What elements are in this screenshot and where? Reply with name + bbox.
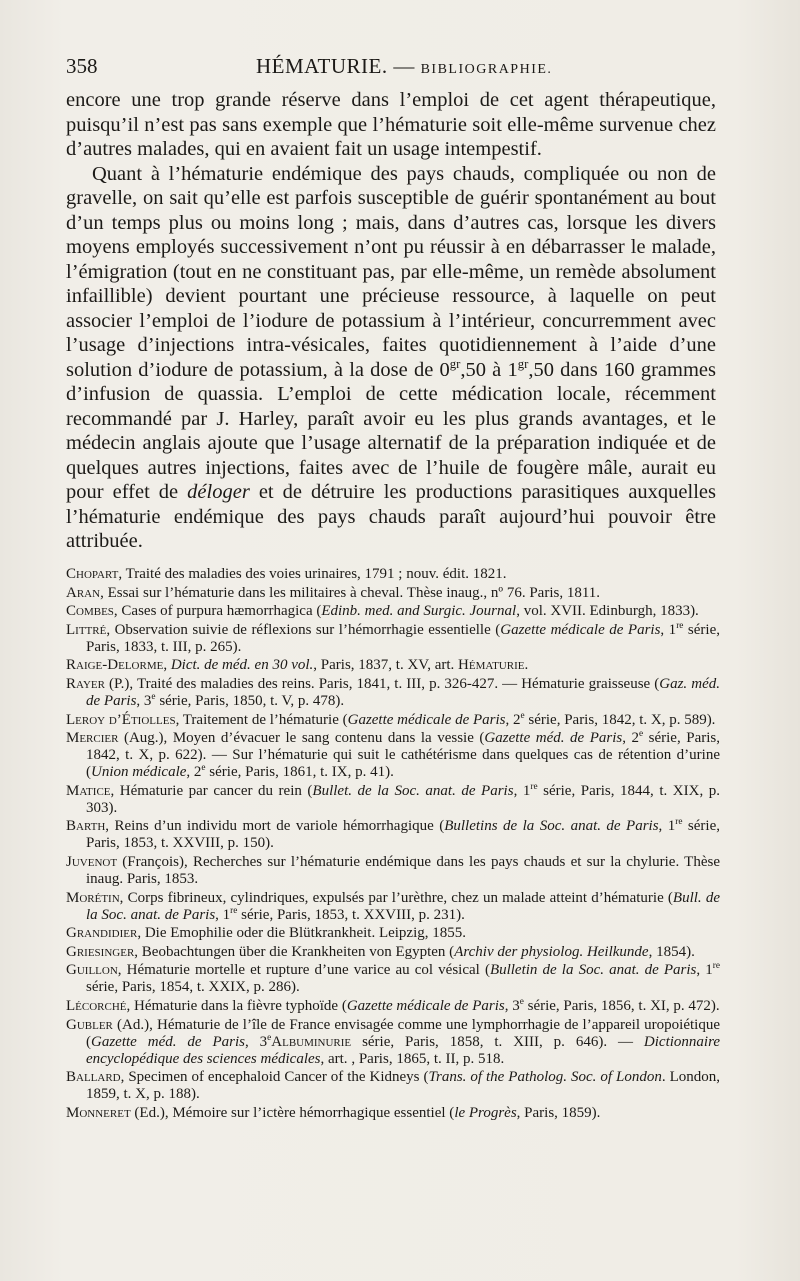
entry-text: (Aug.), Moyen d’évacuer le sang contenu dans la vessie ( bbox=[118, 730, 485, 747]
entry-text: série, Paris, 1842, t. X, p. 589). bbox=[524, 711, 716, 728]
entry-text: , vol. XVII. Edinburgh, 1833). bbox=[516, 603, 699, 620]
bibliography-entry bbox=[66, 603, 720, 620]
entry-text: , Essai sur l’hématurie dans les militaires à cheval. Thèse inaug., nº 76. Paris, 1811. bbox=[100, 584, 601, 601]
bibliography-entry bbox=[66, 712, 720, 729]
bibliography-entry bbox=[66, 1069, 720, 1103]
header-title: HÉMATURIE. bbox=[256, 54, 388, 78]
entry-superscript: e bbox=[151, 691, 156, 702]
bibliography-list bbox=[66, 566, 720, 1123]
entry-text: série, Paris, 1844, t. XIX, p. 303). bbox=[86, 782, 720, 816]
bibliography-entry bbox=[66, 1017, 720, 1068]
entry-author: Griesinger bbox=[66, 943, 135, 960]
entry-superscript: re bbox=[530, 781, 538, 792]
bibliography-entry bbox=[66, 730, 720, 781]
entry-source: Gazette méd. de Paris bbox=[484, 730, 623, 747]
entry-author: Ballard bbox=[66, 1069, 121, 1086]
entry-author: Aran bbox=[66, 584, 101, 601]
running-title bbox=[256, 54, 552, 79]
bibliography-entry bbox=[66, 890, 720, 924]
entry-text: , Traitement de l’hématurie ( bbox=[175, 711, 348, 728]
running-header bbox=[66, 54, 716, 84]
entry-text: série, Paris, 1842, t. X, p. 622). — Sur l’hématurie qui suit le cathétérisme dans quelques cas de rétention d’urine ( bbox=[86, 730, 720, 781]
entry-text: série, Paris, 1853, t. XXVIII, p. 231). bbox=[237, 906, 465, 923]
paragraph-2: Quant à l’hématurie endémique des pays chauds, compliquée ou non de gravelle, on sait qu’elle est parfois susceptible de guérir spontanément au bout d’un temps plus ou moins long ; mais, dans d’autres cas, lorsque les divers moyens employés successivement n’ont pu réussir à en débarrasser le malade, l’émigration (tout en ne constituant pas, par elle-même, un remède absolument infaillible) devient pourtant une précieuse ressource, à laquelle on peut associer l’emploi de l’iodure de potassium à l’intérieur, concurremment avec l’usage d’injections intra-vésicales, faites quotidiennement à l’aide d’une solution d’iodure de potassium, à la dose de $0^{gr},50$ à $1^{gr},50$ dans 160 grammes d’infusion de quassia. L’emploi de cette médication locale, récemment recommandé par J. Harley, paraît avoir eu les plus grands avantages, et le médecin anglais ajoute que l’usage alternatif de la préparation indiquée et de quelques autres injections, faites avec de l’huile de fougère mâle, aurait eu pour effet de déloger et de détruire les productions parasitiques auxquelles l’hématurie endémique des pays chauds paraît aujourd’hui pouvoir être attribuée. bbox=[66, 162, 716, 552]
entry-text: série, Paris, 1854, t. XXIX, p. 286). bbox=[86, 979, 300, 996]
entry-source: Gazette méd. de Paris bbox=[91, 1033, 245, 1050]
entry-author: Monneret bbox=[66, 1104, 131, 1121]
entry-author: Morétin bbox=[66, 889, 120, 906]
entry-source: Gazette médicale de Paris bbox=[347, 711, 506, 728]
entry-text: , 1854). bbox=[648, 943, 695, 960]
entry-text: , 1 bbox=[513, 782, 531, 799]
entry-source: le Progrès bbox=[454, 1104, 517, 1121]
header-dash: — bbox=[393, 54, 415, 78]
entry-author: Guillon bbox=[66, 962, 118, 979]
entry-text: (P.), Traité des maladies des reins. Paris, 1841, t. III, p. 326-427. — Hématurie graisseuse ( bbox=[104, 675, 660, 692]
entry-source: Bulletins de la Soc. anat. de Paris bbox=[444, 818, 659, 835]
entry-text: , 2 bbox=[505, 711, 521, 728]
bibliography-entry bbox=[66, 566, 720, 583]
entry-author: Grandidier bbox=[66, 925, 138, 942]
entry-superscript: e bbox=[520, 710, 525, 721]
bibliography-entry bbox=[66, 622, 720, 656]
entry-text: série, Paris, 1856, t. XI, p. 472). bbox=[523, 997, 720, 1014]
entry-author: Littré bbox=[66, 621, 107, 638]
entry-text: , 1 bbox=[660, 621, 677, 638]
entry-text: , Die Emophilie oder die Blütkrankheit. Leipzig, 1855. bbox=[137, 925, 467, 942]
entry-article: Hématurie bbox=[458, 657, 525, 674]
entry-text: , Beobachtungen über die Krankheiten von Egypten ( bbox=[134, 943, 455, 960]
entry-source: Gazette médicale de Paris bbox=[346, 997, 505, 1014]
entry-source: Bull. de la Soc. anat. de Paris bbox=[86, 889, 721, 923]
header-section: BIBLIOGRAPHIE. bbox=[420, 62, 553, 77]
entry-superscript: e bbox=[201, 763, 206, 774]
entry-source: Archiv der physiolog. Heilkunde bbox=[454, 943, 649, 960]
entry-author: Raige-Delorme bbox=[66, 657, 164, 674]
bibliography-entry bbox=[66, 676, 720, 710]
entry-text: , 1 bbox=[658, 818, 676, 835]
entry-text: série, Paris, 1833, t. III, p. 265). bbox=[86, 621, 721, 655]
entry-superscript: re bbox=[712, 961, 720, 972]
entry-text: , Paris, 1837, t. XV, art. bbox=[313, 657, 459, 674]
entry-text: , Reins d’un individu mort de variole hémorrhagique ( bbox=[105, 818, 445, 835]
bibliography-entry bbox=[66, 657, 720, 674]
entry-source: Union médicale bbox=[91, 764, 187, 781]
entry-text: , 2 bbox=[186, 764, 202, 781]
entry-text: , Paris, 1859). bbox=[516, 1104, 601, 1121]
entry-text: , 1 bbox=[696, 962, 713, 979]
entry-text: , Hématurie dans la fièvre typhoïde ( bbox=[126, 997, 347, 1014]
entry-text: , Traité des maladies des voies urinaires, 1791 ; nouv. édit. 1821. bbox=[118, 566, 507, 582]
entry-text: , Specimen of encephaloid Cancer of the Kidneys ( bbox=[120, 1069, 429, 1086]
entry-source: Bulletin de la Soc. anat. de Paris bbox=[489, 962, 697, 979]
entry-text: , Hématurie mortelle et rupture d’une varice au col vésical ( bbox=[117, 962, 490, 979]
entry-source: Bullet. de la Soc. anat. de Paris bbox=[312, 782, 514, 799]
entry-text: , bbox=[163, 657, 171, 674]
entry-text: , 3 bbox=[244, 1033, 268, 1050]
entry-text: série, Paris, 1853, t. XXVIII, p. 150). bbox=[86, 818, 720, 852]
entry-author: Combes bbox=[66, 603, 114, 620]
entry-author: Chopart bbox=[66, 566, 119, 582]
entry-text: , 2 bbox=[622, 730, 639, 747]
entry-author: Mercier bbox=[66, 730, 119, 747]
entry-superscript: e bbox=[267, 1032, 272, 1043]
entry-author: Matice bbox=[66, 782, 111, 799]
entry-text: , Corps fibrineux, cylindriques, expulsés par l’urèthre, chez un malade atteint d’hématurie ( bbox=[119, 889, 673, 906]
entry-superscript: e bbox=[638, 729, 644, 740]
main-text bbox=[66, 88, 716, 554]
entry-author: Barth bbox=[66, 818, 106, 835]
entry-text: série, Paris, 1861, t. IX, p. 41). bbox=[205, 764, 394, 781]
entry-author: Lécorché bbox=[66, 997, 127, 1014]
entry-text: , 1 bbox=[215, 906, 231, 923]
entry-source: Gaz. méd. de Paris bbox=[86, 675, 720, 709]
entry-superscript: re bbox=[676, 620, 684, 631]
bibliography-entry bbox=[66, 818, 720, 852]
entry-text: , 3 bbox=[136, 692, 152, 709]
entry-author: Rayer bbox=[66, 675, 105, 692]
entry-text: , 3 bbox=[504, 997, 520, 1014]
entry-text: (Ad.), Hématurie de l’île de France envisagée comme une lymphorrhagie de l’appareil uropoiétique ( bbox=[86, 1016, 720, 1050]
entry-text: , art. bbox=[320, 1050, 352, 1067]
bibliography-entry bbox=[66, 585, 720, 602]
entry-text: série, Paris, 1850, t. V, p. 478). bbox=[155, 692, 345, 709]
bibliography-entry bbox=[66, 998, 720, 1015]
page-number: 358 bbox=[66, 54, 98, 78]
bibliography-entry bbox=[66, 783, 720, 817]
entry-source: Dict. de méd. en 30 vol. bbox=[170, 657, 314, 674]
entry-author: Gubler bbox=[66, 1016, 113, 1033]
entry-source: Gazette médicale de Paris bbox=[500, 621, 661, 638]
paragraph-1: encore une trop grande réserve dans l’emploi de cet agent thérapeutique, puisqu’il n’est pas sans exemple que l’hématurie soit elle-même survenue chez d’autres malades, qui en avaient fait un usage intempestif. bbox=[66, 89, 716, 160]
entry-author: Juvenot bbox=[66, 853, 118, 870]
entry-text: , Hématurie par cancer du rein ( bbox=[110, 782, 313, 799]
entry-source: Dictionnaire encyclopédique des sciences médicales bbox=[86, 1033, 721, 1067]
entry-text: , Paris, 1865, t. II, p. 518. bbox=[351, 1050, 505, 1067]
entry-author: Leroy d’Étiolles bbox=[66, 711, 176, 728]
entry-article: Albuminurie bbox=[271, 1033, 352, 1050]
bibliography-entry bbox=[66, 1105, 720, 1122]
bibliography-entry bbox=[66, 944, 720, 961]
entry-text: . London, 1859, t. X, p. 188). bbox=[86, 1069, 720, 1103]
entry-source: Edinb. med. and Surgic. Journal bbox=[321, 603, 517, 620]
entry-superscript: re bbox=[675, 817, 683, 828]
entry-text: série, Paris, 1858, t. XIII, p. 646). — bbox=[351, 1033, 644, 1050]
entry-text: , Cases of purpura hæmorrhagica ( bbox=[113, 603, 322, 620]
entry-source: Trans. of the Patholog. Soc. of London bbox=[428, 1069, 662, 1086]
entry-superscript: e bbox=[519, 996, 524, 1007]
entry-text: , Observation suivie de réflexions sur l’hémorrhagie essentielle ( bbox=[106, 621, 501, 638]
entry-text: (François), Recherches sur l’hématurie endémique dans les pays chauds et sur la chylurie. Thèse inaug. Paris, 1853. bbox=[86, 853, 720, 887]
entry-text: (Ed.), Mémoire sur l’ictère hémorrhagique essentiel ( bbox=[130, 1104, 455, 1121]
bibliography-entry bbox=[66, 925, 720, 942]
entry-superscript: re bbox=[230, 905, 238, 916]
bibliography-entry bbox=[66, 854, 720, 888]
bibliography-entry bbox=[66, 962, 720, 996]
entry-text: . bbox=[524, 657, 529, 674]
